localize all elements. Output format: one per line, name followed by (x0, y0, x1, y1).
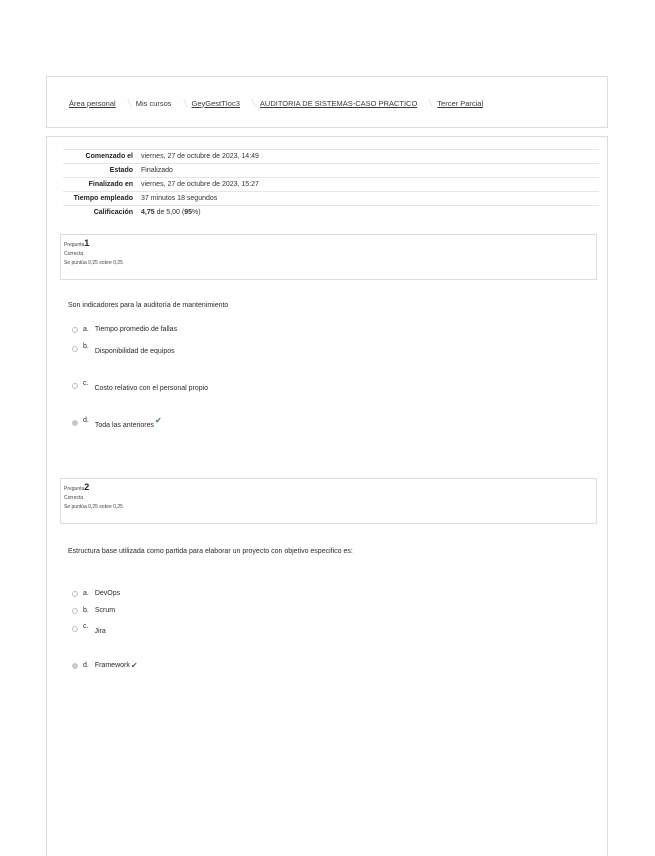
option-text: DevOps (94, 590, 121, 597)
attempt-summary-table (63, 149, 599, 219)
grade-percent: 95 (184, 209, 192, 216)
grade-score: 4,75 (141, 209, 155, 216)
summary-row-time (63, 192, 599, 206)
option-letter: c. (83, 623, 89, 630)
option-letter: c. (83, 380, 89, 387)
time-value: 37 minutos 18 segundos (137, 192, 599, 206)
time-label: Tiempo empleado (63, 192, 137, 206)
check-icon: ✔ (130, 661, 138, 670)
radio-icon[interactable] (72, 420, 78, 426)
question-points: Se puntúa 0,25 sobre 0,25 (64, 504, 123, 510)
state-value: Finalizado (137, 164, 599, 178)
question-status: Correcta (64, 495, 84, 501)
option-letter: b. (83, 343, 89, 350)
breadcrumb (69, 97, 483, 109)
question-2-info (60, 478, 597, 524)
option-text: Scrum (94, 607, 116, 614)
radio-icon[interactable] (72, 383, 78, 389)
breadcrumb-quiz-link[interactable]: Tercer Parcial (437, 98, 484, 108)
finished-value: viernes, 27 de octubre de 2023, 15:27 (137, 178, 599, 192)
breadcrumb-container (46, 76, 608, 128)
option-letter: b. (83, 607, 89, 614)
breadcrumb-home-link[interactable]: Área personal (69, 98, 116, 108)
grade-value (137, 206, 599, 220)
breadcrumb-separator (123, 97, 129, 109)
q1-option-c[interactable] (72, 382, 208, 392)
breadcrumb-course-link[interactable]: GeyGestTIoc3 (191, 98, 240, 108)
question-status: Correcta (64, 251, 84, 257)
q1-option-b[interactable] (72, 345, 175, 355)
radio-icon[interactable] (72, 663, 78, 669)
option-text: Toda las anteriores (94, 422, 154, 429)
summary-row-grade (63, 206, 599, 220)
radio-icon[interactable] (72, 626, 78, 632)
breadcrumb-my-courses: Mis cursos (135, 98, 172, 108)
question-label: Pregunta (64, 242, 85, 248)
q2-option-c[interactable] (72, 625, 106, 635)
option-letter: a. (83, 590, 89, 597)
question-label: Pregunta (64, 486, 85, 492)
option-text: Disponibilidad de equipos (94, 348, 175, 355)
option-letter: d. (83, 662, 89, 669)
breadcrumb-separator (179, 97, 185, 109)
q2-option-b[interactable] (72, 607, 115, 614)
started-label: Comenzado el (63, 150, 137, 164)
option-text: Jira (94, 628, 106, 635)
breadcrumb-subject-link[interactable]: AUDITORIA DE SISTEMAS-CASO PRACTICO (259, 98, 418, 108)
option-text: Costo relativo con el personal propio (94, 385, 209, 392)
question-number: 2 (84, 482, 90, 492)
grade-rest: de 5,00 ( (154, 209, 185, 216)
radio-icon[interactable] (72, 327, 78, 333)
question-number: 1 (84, 238, 90, 248)
question-points: Se puntúa 0,25 sobre 0,25 (64, 260, 123, 266)
summary-row-finished (63, 178, 599, 192)
option-text: Tiempo promedio de fallas (94, 326, 178, 333)
radio-icon[interactable] (72, 608, 78, 614)
option-text: Framework (94, 662, 130, 669)
state-label: Estado (63, 164, 137, 178)
q1-option-a[interactable] (72, 326, 177, 333)
check-icon: ✔ (155, 416, 162, 425)
breadcrumb-separator (424, 97, 430, 109)
finished-label: Finalizado en (63, 178, 137, 192)
grade-close: %) (192, 209, 201, 216)
option-letter: d. (83, 417, 89, 424)
q2-option-d[interactable] (72, 662, 138, 671)
summary-row-state (63, 164, 599, 178)
radio-icon[interactable] (72, 346, 78, 352)
question-2-text: Estructura base utilizada como partida para elaborar un proyecto con objetivo especifico es: (68, 548, 353, 555)
option-letter: a. (83, 326, 89, 333)
started-value: viernes, 27 de octubre de 2023, 14:49 (137, 150, 599, 164)
question-1-text: Son indicadores para la auditoría de mantenimiento (68, 302, 229, 309)
radio-icon[interactable] (72, 591, 78, 597)
breadcrumb-separator (247, 97, 253, 109)
question-1-info (60, 234, 597, 280)
summary-row-started (63, 150, 599, 164)
q2-option-a[interactable] (72, 590, 120, 597)
grade-label: Calificación (63, 206, 137, 220)
q1-option-d[interactable] (72, 416, 162, 429)
